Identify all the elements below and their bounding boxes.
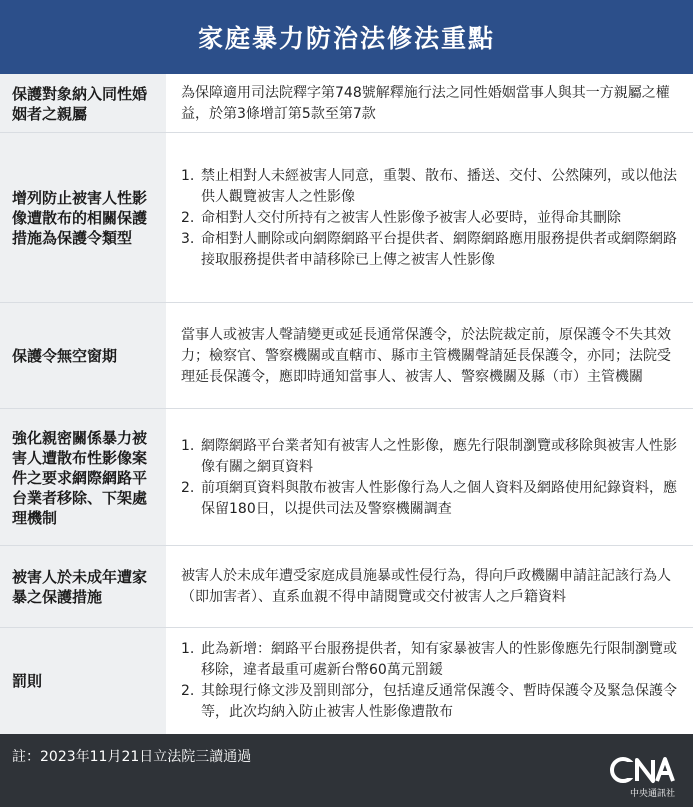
row-label: 增列防止被害人性影像遭散布的相關保護措施為保護令類型	[0, 133, 166, 303]
item-text: 網際網路平台業者知有被害人之性影像，應先行限制瀏覽或移除與被害人性影像有關之網頁資料	[201, 437, 677, 475]
row-content	[171, 546, 693, 628]
item-text: 命相對人刪除或向網際網路平台提供者、網際網路應用服務提供者或網際網路接取服務提供者申請移除已上傳之被害人性影像	[201, 230, 677, 268]
table-row	[0, 546, 693, 628]
page-title: 家庭暴力防治法修法重點	[197, 24, 495, 53]
footer	[0, 734, 693, 807]
row-content	[171, 133, 693, 303]
list-item	[181, 436, 681, 478]
table-row	[0, 74, 693, 133]
table-row	[0, 303, 693, 409]
item-text: 其餘現行條文涉及罰則部分，包括違反通常保護令、暫時保護令及緊急保護令等，此次均納入防止被害人性影像遭散布	[201, 683, 677, 720]
item-text: 命相對人交付所持有之被害人性影像予被害人必要時，並得命其刪除	[201, 209, 621, 226]
item-number: 3.	[181, 230, 195, 247]
item-number: 1.	[181, 641, 195, 657]
table-row	[0, 628, 693, 734]
row-text: 當事人或被害人聲請變更或延長通常保護令，於法院裁定前，原保護令不失其效力；檢察官、警察機關或直轄市、縣市主管機關聲請延長保護令，亦同；法院受理延長保護令，應即時通知當事人、被害人、警察機關及縣（市）主管機關	[181, 326, 671, 385]
row-content	[171, 409, 693, 546]
table-row	[0, 409, 693, 546]
item-text: 前項網頁資料與散布被害人性影像行為人之個人資料及網路使用紀錄資料，應保留180日，以提供司法及警察機關調查	[201, 479, 677, 517]
item-number: 2.	[181, 683, 195, 699]
item-number: 2.	[181, 479, 195, 496]
item-number: 1.	[181, 437, 195, 454]
footnote: 註：2023年11月21日立法院三讀通過	[12, 749, 252, 765]
row-text: 為保障適用司法院釋字第748號解釋施行法之同性婚姻當事人與其一方親屬之權益，於第3條增訂第5款至第7款	[181, 84, 670, 122]
list-item	[181, 229, 681, 271]
row-content	[171, 628, 693, 734]
list-item	[181, 478, 681, 520]
item-number: 1.	[181, 167, 195, 184]
list-item	[181, 166, 681, 208]
list-item	[181, 208, 681, 229]
item-number: 2.	[181, 209, 195, 226]
list-item	[181, 681, 681, 723]
header-banner	[0, 0, 693, 74]
row-content	[171, 74, 693, 133]
logo-caption: 中央通訊社	[629, 789, 675, 799]
row-label: 被害人於未成年遭家暴之保護措施	[0, 546, 166, 628]
row-text: 被害人於未成年遭受家庭成員施暴或性侵行為，得向戶政機關申請註記該行為人（即加害者）、直系血親不得申請閱覽或交付被害人之戶籍資料	[181, 568, 671, 605]
row-label: 強化親密關係暴力被害人遭散布性影像案件之要求網際網路平台業者移除、下架處理機制	[0, 409, 166, 546]
table-row	[0, 133, 693, 303]
row-label: 罰則	[0, 628, 166, 734]
item-text: 此為新增：網路平台服務提供者，知有家暴被害人的性影像應先行限制瀏覽或移除，違者最重可處新台幣60萬元罰鍰	[201, 641, 677, 678]
list-item	[181, 639, 681, 681]
row-label: 保護對象納入同性婚姻者之親屬	[0, 74, 166, 133]
row-label: 保護令無空窗期	[0, 303, 166, 409]
row-content	[171, 303, 693, 409]
item-text: 禁止相對人未經被害人同意，重製、散布、播送、交付、公然陳列，或以他法供人觀覽被害人之性影像	[201, 167, 677, 205]
